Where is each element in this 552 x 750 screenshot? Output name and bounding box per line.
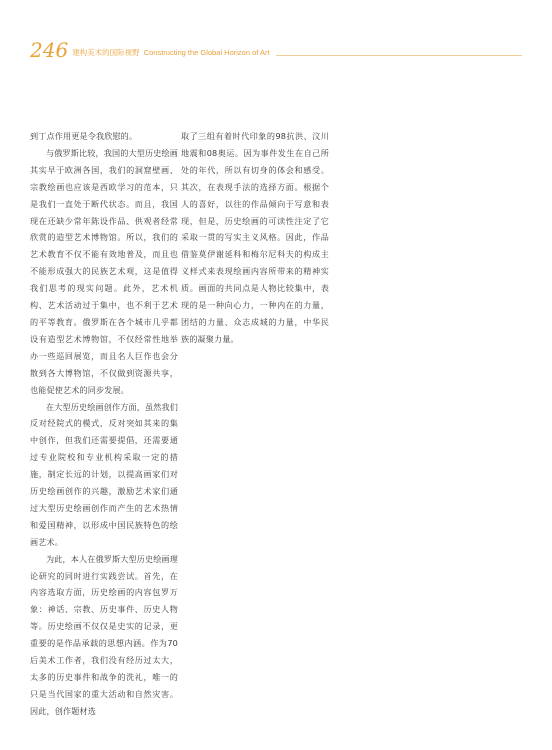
page-number: 246 (30, 38, 69, 62)
paragraph: 取了三组有着时代印象的98抗洪、汶川地震和08奥运。因为事件发生在自己所处的年代，所以有切身的体会和感受。其次，在表现手法的选择方面。根据个人的喜好，以往的作品倾向于写意和表现，但是，历史绘画的可读性注定了它采取一贯的写实主义风格。因此，作品借鉴莫伊谢延科和梅尔尼科夫的构成主义样式来表现绘画内容所带来的精神实质。画面的共同点是人物比较集中，表现的是一种向心力，一种内在的力量，团结的力量、众志成城的力量，中华民族的凝聚力量。 (181, 131, 329, 344)
paragraph: 为此，本人在俄罗斯大型历史绘画理论研究的同时进行实践尝试。首先，在内容选取方面，历史绘画的内容包罗万象：神话、宗教、历史事件、历史人物等。历史绘画不仅仅是史实的记录，更重要的是作品承载的思想内涵。作为70后美术工作者，我们没有经历过太大，太多的历史事件和战争的洗礼，唯一的只是当代国家的重大活动和自然灾害。因此，创作题材选 (30, 553, 178, 716)
header-rule (276, 55, 522, 56)
left-text-column (30, 128, 178, 720)
paragraph: 与俄罗斯比较，我国的大型历史绘画其实早于欧洲各国，我们的洞窟壁画、宗教绘画也应该是西欧学习的范本，只是我们一直处于断代状态。而且，我国现在还缺少常年陈设作品、供观者经常欣赏的造型艺术博物馆。所以，我们的艺术教育不仅不能有效地普及，而且也不能形成强大的民族艺术观，这是值得我们思考的现实问题。此外，艺术机构、艺术活动过于集中，也不利于艺术的平等教育。俄罗斯在各个城市几乎都设有造型艺术博物馆，不仅经常性地举办一些巡回展览，而且名人巨作也会分散到各大博物馆，不仅做到资源共享，也能促使艺术的同步发展。 (30, 147, 178, 395)
running-header (30, 38, 522, 60)
header-title-en: Constructing the Global Horizon of Art (143, 48, 270, 57)
right-text-column (181, 128, 329, 348)
paragraph: 在大型历史绘画创作方面，虽然我们反对经院式的模式，反对突如其来的集中创作，但我们还需要提倡，还需要通过专业院校和专业机构采取一定的措施，制定长远的计划，以提高画家们对历史绘画创作的兴趣，激励艺术家们通过大型历史绘画创作而产生的艺术热情和爱国精神，以形成中国民族特色的绘画艺术。 (30, 401, 178, 547)
header-title-cn: 建构美术的国际视野 (72, 48, 140, 57)
paragraph: 到丁点作用更是令我欣慰的。 (30, 131, 138, 141)
